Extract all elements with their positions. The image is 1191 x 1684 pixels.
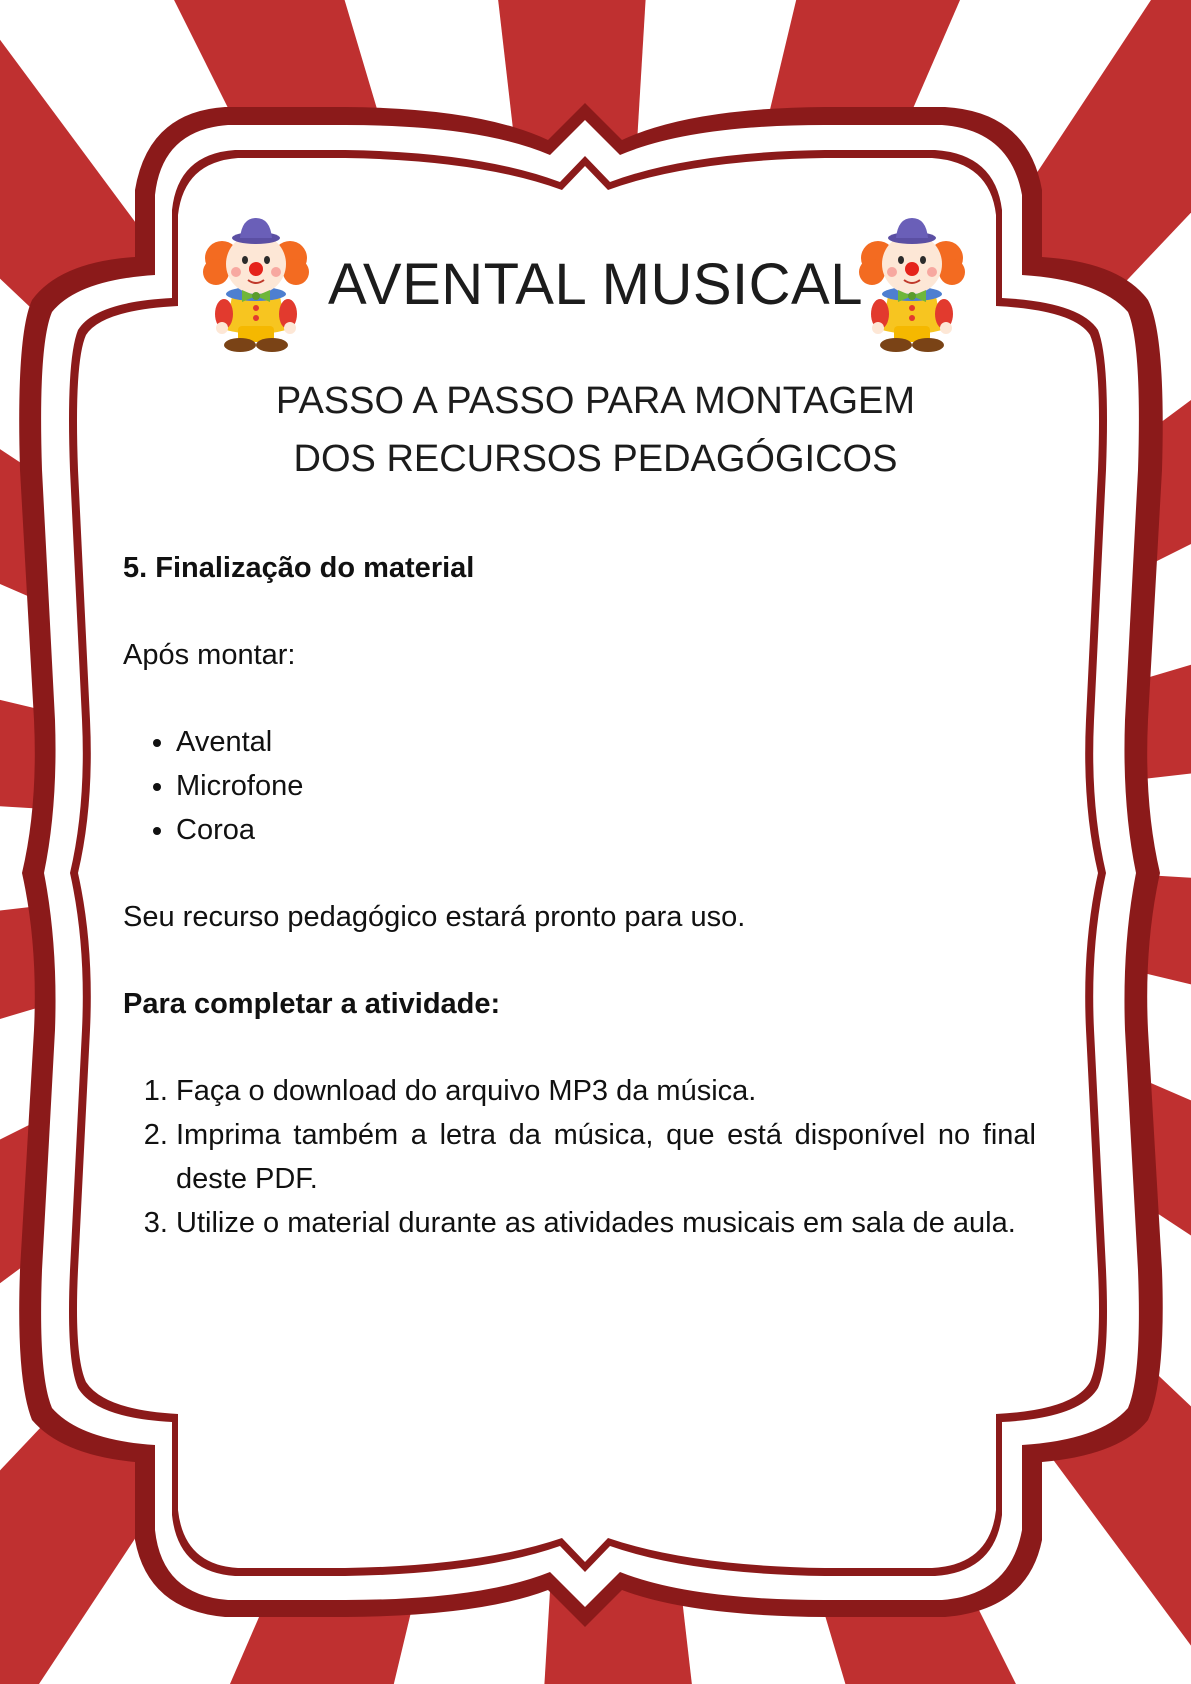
steps-list <box>123 1069 1036 1245</box>
complete-heading: Para completar a atividade: <box>123 988 501 1020</box>
subtitle-line-1: PASSO A PASSO PARA MONTAGEM <box>275 380 916 422</box>
list-item: 1. Faça o download do arquivo MP3 da música. <box>176 1069 1036 1113</box>
instructions-body <box>123 546 1036 1245</box>
materials-list <box>123 720 1036 852</box>
intro-text: Após montar: <box>123 639 296 671</box>
list-item: • Microfone <box>176 764 1036 808</box>
list-item: • Coroa <box>176 808 1036 852</box>
ready-text: Seu recurso pedagógico estará pronto para uso. <box>123 901 746 933</box>
list-item: 3. Utilize o material durante as atividades musicais em sala de aula. <box>176 1201 1036 1245</box>
section-heading: 5. Finalização do material <box>123 552 475 584</box>
list-item: 2. Imprima também a letra da música, que está disponível no final deste PDF. <box>176 1113 1036 1201</box>
subtitle-line-2: DOS RECURSOS PEDAGÓGICOS <box>293 438 898 480</box>
list-item: • Avental <box>176 720 1036 764</box>
page-title: AVENTAL MUSICAL <box>328 252 863 317</box>
page-subtitle <box>0 372 1191 488</box>
